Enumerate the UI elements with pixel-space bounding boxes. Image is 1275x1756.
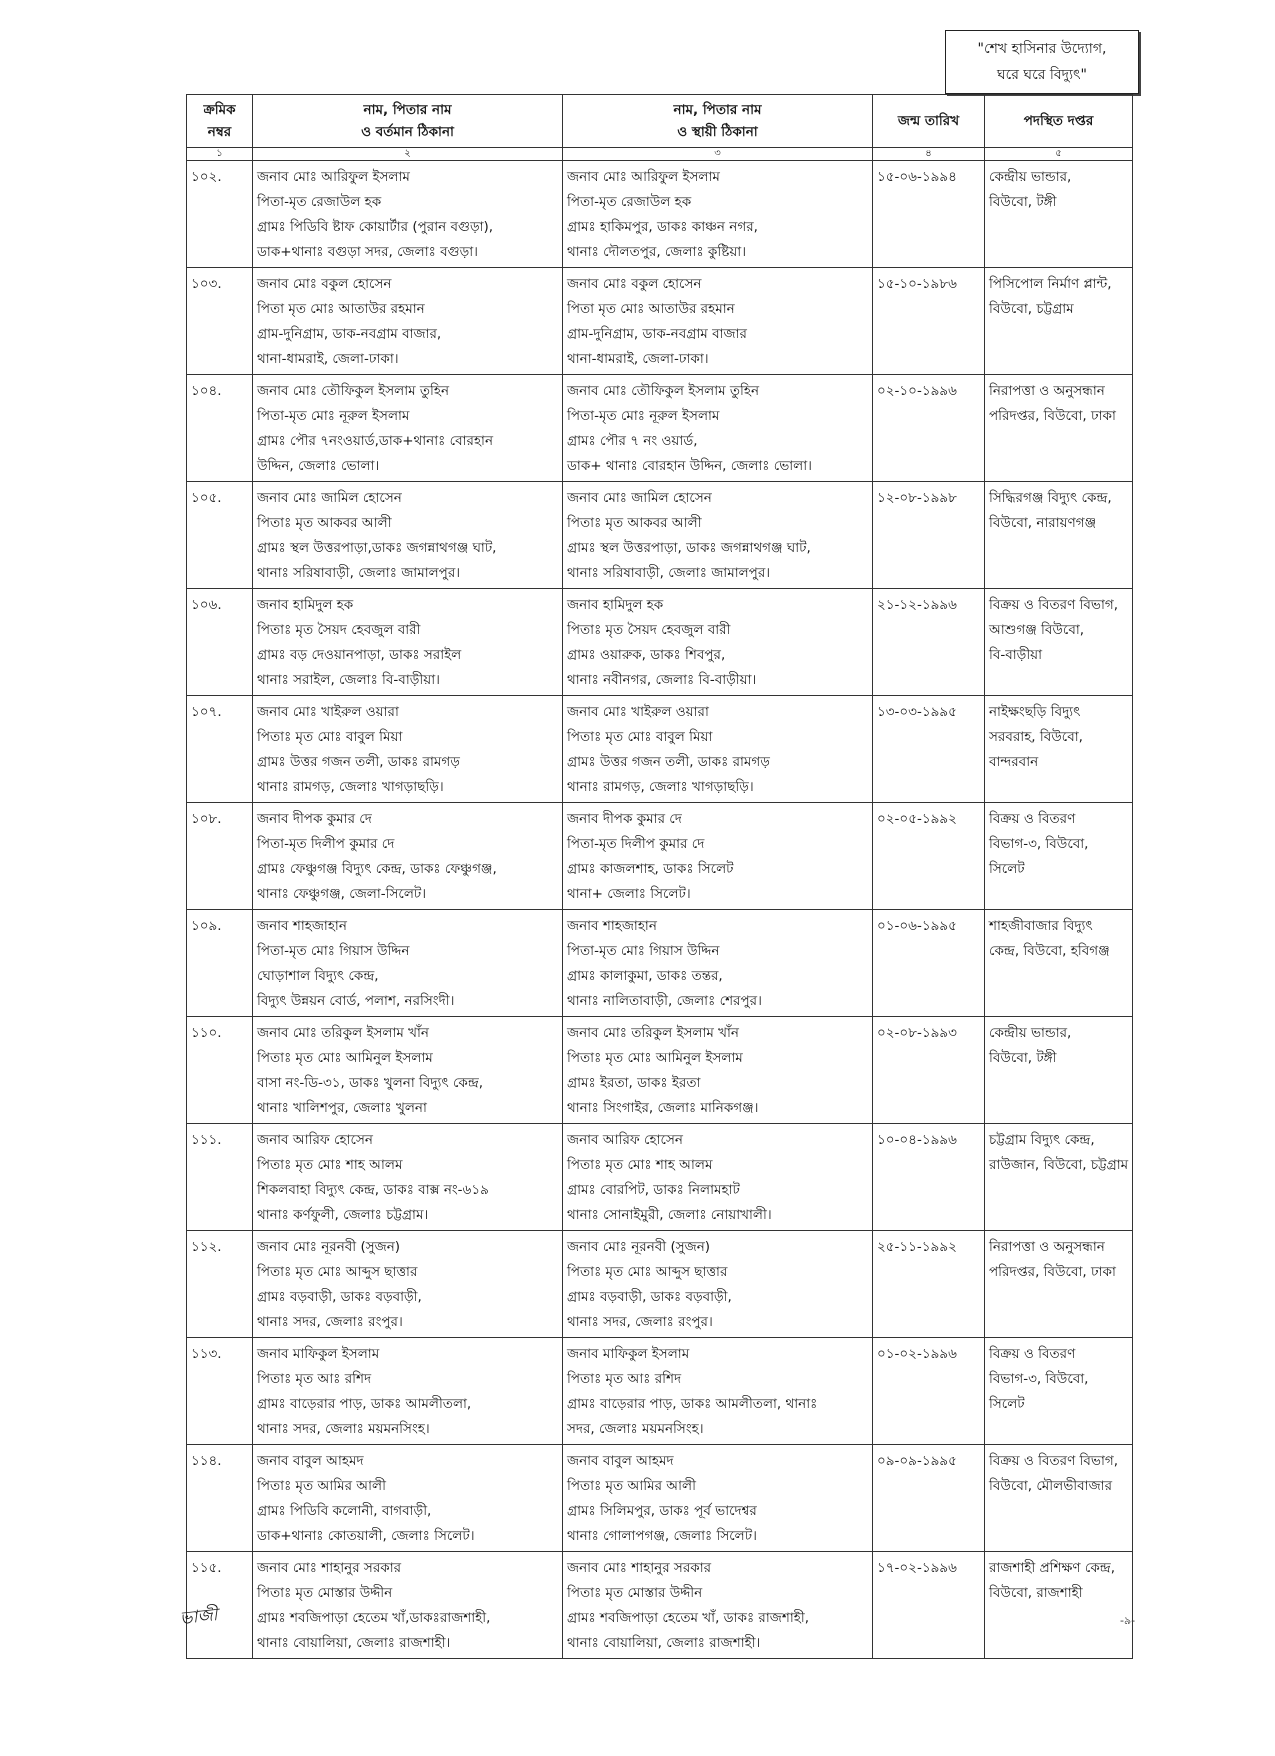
permanent-address-line: গ্রামঃ সিলিমপুর, ডাকঃ পূর্ব ভাদেশ্বর [567,1503,757,1519]
permanent-address-line: জনাব মোঃ নূরনবী (সুজন) [567,1239,711,1255]
present-address-line: জনাব মোঃ শাহানুর সরকার [257,1560,402,1576]
posted-office-line: কেন্দ্র, বিউবো, হবিগঞ্জ [989,943,1110,959]
permanent-address-cell [563,482,873,589]
present-address-line: পিতা-মৃত রেজাউল হক [257,194,382,210]
present-address-cell [253,1231,563,1338]
present-address-line: থানা-ধামরাই, জেলা-ঢাকা। [257,351,399,367]
present-address-line: বাসা নং-ডি-৩১, ডাকঃ খুলনা বিদ্যুৎ কেন্দ্র, [257,1075,484,1091]
present-address-line: গ্রামঃ উত্তর গজন তলী, ডাকঃ রামগড় [257,754,460,770]
present-address-cell [253,803,563,910]
posted-office-cell [985,1017,1133,1124]
posted-office-line: পিসিপোল নির্মাণ প্লান্ট, [989,276,1112,292]
column-number: ১ [187,148,253,161]
permanent-address-line: থানাঃ নবীনগর, জেলাঃ বি-বাড়ীয়া। [567,672,757,688]
present-address-line: পিতাঃ মৃত সৈয়দ হেবজুল বারী [257,622,421,638]
posted-office-cell [985,161,1133,268]
posted-office-line: সিলেট [989,861,1025,877]
present-address-line: ডাক+থানাঃ বগুড়া সদর, জেলাঃ বগুড়া। [257,244,478,260]
permanent-address-line: জনাব মোঃ আরিফুল ইসলাম [567,169,720,185]
present-address-line: গ্রামঃ পিডিবি কলোনী, বাগবাড়ী, [257,1503,432,1519]
permanent-address-line: পিতা মৃত মোঃ আতাউর রহমান [567,301,735,317]
posted-office-line: বিউবো, রাজশাহী [989,1585,1083,1601]
permanent-address-cell [563,375,873,482]
permanent-address-line: গ্রামঃ ইরতা, ডাকঃ ইরতা [567,1075,701,1091]
permanent-address-line: পিতাঃ মৃত মোঃ আব্দুস ছাত্তার [567,1264,728,1280]
present-address-cell [253,1017,563,1124]
posted-office-cell [985,589,1133,696]
present-address-line: থানাঃ ফেঞ্চুগঞ্জ, জেলা-সিলেট। [257,886,427,902]
posted-office-line: চট্টগ্রাম বিদ্যুৎ কেন্দ্র, [989,1132,1095,1148]
posted-office-cell [985,1445,1133,1552]
present-address-line: বিদ্যুৎ উন্নয়ন বোর্ড, পলাশ, নরসিংদী। [257,993,455,1009]
present-address-line: থানাঃ খালিশপুর, জেলাঃ খুলনা [257,1100,427,1116]
present-address-line: গ্রামঃ বড় দেওয়ানপাড়া, ডাকঃ সরাইল [257,647,462,663]
present-address-line: পিতা-মৃত দিলীপ কুমার দে [257,836,395,852]
permanent-address-line: থানা+ জেলাঃ সিলেট। [567,886,691,902]
date-of-birth-cell: ২৫-১১-১৯৯২ [873,1231,985,1338]
permanent-address-line: ডাক+ থানাঃ বোরহান উদ্দিন, জেলাঃ ভোলা। [567,458,812,474]
header-present-address: নাম, পিতার নাম ও বর্তমান ঠিকানা [253,95,563,148]
permanent-address-line: পিতাঃ মৃত আমির আলী [567,1478,696,1494]
present-address-line: গ্রাম-দুনিগ্রাম, ডাক-নবগ্রাম বাজার, [257,326,442,342]
present-address-line: পিতাঃ মৃত আকবর আলী [257,515,392,531]
permanent-address-line: জনাব মোঃ তৌফিকুল ইসলাম তুহিন [567,383,760,399]
signature: ভাজী [178,1605,219,1629]
permanent-address-line: পিতাঃ মৃত মোস্তার উদ্দীন [567,1585,703,1601]
permanent-address-line: জনাব দীপক কুমার দে [567,811,682,827]
present-address-line: থানাঃ কর্ণফুলী, জেলাঃ চট্টগ্রাম। [257,1207,429,1223]
present-address-line: থানাঃ সরাইল, জেলাঃ বি-বাড়ীয়া। [257,672,440,688]
table-row [187,696,1133,803]
column-number: ২ [253,148,563,161]
permanent-address-line: পিতাঃ মৃত আঃ রশিদ [567,1371,682,1387]
permanent-address-line: গ্রামঃ বোরপিট, ডাকঃ নিলামহাট [567,1182,740,1198]
serial-cell: ১০৮. [187,803,253,910]
posted-office-line: নিরাপত্তা ও অনুসন্ধান [989,383,1105,399]
present-address-line: গ্রামঃ বাড়েরার পাড়, ডাকঃ আমলীতলা, [257,1396,472,1412]
present-address-line: জনাব মোঃ তৌফিকুল ইসলাম তুহিন [257,383,450,399]
present-address-line: জনাব মোঃ নূরনবী (সুজন) [257,1239,401,1255]
serial-cell: ১০৩. [187,268,253,375]
present-address-line: পিতাঃ মৃত মোস্তার উদ্দীন [257,1585,393,1601]
present-address-cell [253,1445,563,1552]
present-address-line: গ্রামঃ বড়বাড়ী, ডাকঃ বড়বাড়ী, [257,1289,422,1305]
date-of-birth-cell: ১০-০৪-১৯৯৬ [873,1124,985,1231]
permanent-address-cell [563,1017,873,1124]
present-address-line: ঘোড়াশাল বিদ্যুৎ কেন্দ্র, [257,968,379,984]
present-address-line: জনাব শাহজাহান [257,918,347,934]
present-address-line: থানাঃ সদর, জেলাঃ রংপুর। [257,1314,403,1330]
header-permanent-address: নাম, পিতার নাম ও স্থায়ী ঠিকানা [563,95,873,148]
permanent-address-line: জনাব শাহজাহান [567,918,657,934]
permanent-address-cell [563,268,873,375]
permanent-address-line: জনাব মোঃ জামিল হোসেন [567,490,712,506]
permanent-address-cell [563,1231,873,1338]
table-header-row [187,95,1133,148]
table-row [187,482,1133,589]
table-row [187,910,1133,1017]
table-row [187,1338,1133,1445]
present-address-cell [253,375,563,482]
present-address-line: উদ্দিন, জেলাঃ ভোলা। [257,458,380,474]
permanent-address-line: গ্রামঃ কাজলশাহ, ডাকঃ সিলেট [567,861,734,877]
table-row [187,1124,1133,1231]
table-row [187,1445,1133,1552]
permanent-address-line: পিতাঃ মৃত মোঃ শাহ আলম [567,1157,713,1173]
present-address-line: জনাব হামিদুল হক [257,597,354,613]
date-of-birth-cell: ১২-০৮-১৯৯৮ [873,482,985,589]
column-number: ৫ [985,148,1133,161]
permanent-address-line: জনাব মাফিকুল ইসলাম [567,1346,690,1362]
permanent-address-cell [563,696,873,803]
serial-cell: ১১২. [187,1231,253,1338]
permanent-address-line: পিতাঃ মৃত মোঃ বাবুল মিয়া [567,729,713,745]
present-address-line: গ্রামঃ ফেঞ্চুগঞ্জ বিদ্যুৎ কেন্দ্র, ডাকঃ ফেঞ্চুগঞ্জ, [257,861,497,877]
present-address-line: পিতাঃ মৃত মোঃ আমিনুল ইসলাম [257,1050,433,1066]
header-posted-office: পদস্থিত দপ্তর [985,95,1133,148]
permanent-address-line: গ্রামঃ শবজিপাড়া হেতেম খাঁ, ডাকঃ রাজশাহী, [567,1610,810,1626]
present-address-line: পিতাঃ মৃত মোঃ শাহ আলম [257,1157,403,1173]
serial-cell: ১১৪. [187,1445,253,1552]
column-number-row [187,148,1133,161]
present-address-line: পিতাঃ মৃত আঃ রশিদ [257,1371,372,1387]
present-address-line: পিতাঃ মৃত আমির আলী [257,1478,386,1494]
permanent-address-line: পিতা-মৃত দিলীপ কুমার দে [567,836,705,852]
present-address-cell [253,1552,563,1659]
permanent-address-cell [563,1338,873,1445]
date-of-birth-cell: ০১-০৬-১৯৯৫ [873,910,985,1017]
present-address-line: থানাঃ বোয়ালিয়া, জেলাঃ রাজশাহী। [257,1635,451,1651]
present-address-line: জনাব মোঃ আরিফুল ইসলাম [257,169,410,185]
permanent-address-cell [563,589,873,696]
date-of-birth-cell: ১৫-০৬-১৯৯৪ [873,161,985,268]
date-of-birth-cell: ২১-১২-১৯৯৬ [873,589,985,696]
date-of-birth-cell: ১৭-০২-১৯৯৬ [873,1552,985,1659]
permanent-address-line: পিতা-মৃত মোঃ নূরুল ইসলাম [567,408,720,424]
permanent-address-cell [563,161,873,268]
permanent-address-line: জনাব মোঃ তরিকুল ইসলাম খাঁন [567,1025,739,1041]
permanent-address-line: থানাঃ বোয়ালিয়া, জেলাঃ রাজশাহী। [567,1635,761,1651]
present-address-cell [253,161,563,268]
column-number: ৪ [873,148,985,161]
serial-cell: ১১৩. [187,1338,253,1445]
posted-office-line: বান্দরবান [989,754,1039,770]
appointee-table [186,94,1136,1659]
permanent-address-line: সদর, জেলাঃ ময়মনসিংহ। [567,1421,704,1437]
posted-office-line: বিক্রয় ও বিতরণ [989,811,1076,827]
present-address-line: জনাব বাবুল আহমদ [257,1453,364,1469]
present-address-cell [253,910,563,1017]
permanent-address-line: জনাব হামিদুল হক [567,597,664,613]
present-address-line: পিতা-মৃত মোঃ গিয়াস উদ্দিন [257,943,410,959]
permanent-address-line: গ্রামঃ বাড়েরার পাড়, ডাকঃ আমলীতলা, থানাঃ [567,1396,818,1412]
present-address-line: পিতাঃ মৃত মোঃ বাবুল মিয়া [257,729,403,745]
serial-cell: ১০৫. [187,482,253,589]
present-address-cell [253,268,563,375]
present-address-line: থানাঃ রামগড়, জেলাঃ খাগড়াছড়ি। [257,779,444,795]
present-address-line: পিতাঃ মৃত মোঃ আব্দুস ছাত্তার [257,1264,418,1280]
permanent-address-line: গ্রাম-দুনিগ্রাম, ডাক-নবগ্রাম বাজার [567,326,747,342]
present-address-line: জনাব আরিফ হোসেন [257,1132,373,1148]
permanent-address-line: জনাব মোঃ শাহানুর সরকার [567,1560,712,1576]
posted-office-line: সিদ্ধিরগঞ্জ বিদ্যুৎ কেন্দ্র, [989,490,1112,506]
permanent-address-line: গ্রামঃ ওয়ারুক, ডাকঃ শিবপুর, [567,647,726,663]
permanent-address-line: থানাঃ সরিষাবাড়ী, জেলাঃ জামালপুর। [567,565,771,581]
serial-cell: ১০৬. [187,589,253,696]
permanent-address-line: গ্রামঃ বড়বাড়ী, ডাকঃ বড়বাড়ী, [567,1289,732,1305]
date-of-birth-cell: ০২-০৮-১৯৯৩ [873,1017,985,1124]
present-address-line: জনাব মোঃ বকুল হোসেন [257,276,392,292]
present-address-cell [253,696,563,803]
posted-office-line: কেন্দ্রীয় ভান্ডার, [989,1025,1072,1041]
permanent-address-line: থানা-ধামরাই, জেলা-ঢাকা। [567,351,709,367]
present-address-line: গ্রামঃ পিডিবি ষ্টাফ কোয়ার্টার (পুরান বগুড়া), [257,219,494,235]
permanent-address-line: পিতা-মৃত মোঃ গিয়াস উদ্দিন [567,943,720,959]
column-number: ৩ [563,148,873,161]
posted-office-line: বিউবো, টঙ্গী [989,194,1057,210]
table-body [187,161,1136,1659]
table-row [187,375,1133,482]
present-address-line: শিকলবাহা বিদ্যুৎ কেন্দ্র, ডাকঃ বাক্স নং-৬১৯ [257,1182,489,1198]
posted-office-line: পরিদপ্তর, বিউবো, ঢাকা [989,1264,1116,1280]
date-of-birth-cell: ০১-০২-১৯৯৬ [873,1338,985,1445]
permanent-address-line: থানাঃ দৌলতপুর, জেলাঃ কুষ্টিয়া। [567,244,747,260]
permanent-address-line: গ্রামঃ উত্তর গজন তলী, ডাকঃ রামগড় [567,754,770,770]
serial-cell: ১০২. [187,161,253,268]
posted-office-line: বিউবো, টঙ্গী [989,1050,1057,1066]
present-address-line: গ্রামঃ শবজিপাড়া হেতেম খাঁ,ডাকঃরাজশাহী, [257,1610,491,1626]
present-address-cell [253,482,563,589]
posted-office-line: শাহজীবাজার বিদ্যুৎ [989,918,1093,934]
permanent-address-line: জনাব আরিফ হোসেন [567,1132,683,1148]
posted-office-cell [985,1231,1133,1338]
permanent-address-cell [563,1124,873,1231]
permanent-address-line: পিতা-মৃত রেজাউল হক [567,194,692,210]
posted-office-line: বিউবো, নারায়ণগঞ্জ [989,515,1097,531]
slogan-box [945,30,1139,94]
slogan-line-2: ঘরে ঘরে বিদ্যুৎ" [997,67,1087,83]
posted-office-cell [985,1552,1136,1659]
posted-office-cell [985,803,1133,910]
serial-cell: ১০৭. [187,696,253,803]
table-row [187,589,1133,696]
posted-office-line: বিক্রয় ও বিতরণ বিভাগ, [989,597,1119,613]
posted-office-line: বিউবো, মৌলভীবাজার [989,1478,1112,1494]
present-address-line: জনাব মাফিকুল ইসলাম [257,1346,380,1362]
permanent-address-cell [563,1445,873,1552]
serial-cell: ১১১. [187,1124,253,1231]
date-of-birth-cell: ০৯-০৯-১৯৯৫ [873,1445,985,1552]
posted-office-line: রাউজান, বিউবো, চট্টগ্রাম [989,1157,1129,1173]
present-address-line: থানাঃ সদর, জেলাঃ ময়মনসিংহ। [257,1421,430,1437]
posted-office-line: বিক্রয় ও বিতরণ বিভাগ, [989,1453,1119,1469]
serial-cell: ১০৪. [187,375,253,482]
permanent-address-line: থানাঃ নালিতাবাড়ী, জেলাঃ শেরপুর। [567,993,762,1009]
date-of-birth-cell: ০২-১০-১৯৯৬ [873,375,985,482]
present-address-line: জনাব দীপক কুমার দে [257,811,372,827]
date-of-birth-cell: ০২-০৫-১৯৯২ [873,803,985,910]
posted-office-cell [985,1338,1133,1445]
table-row [187,1552,1133,1659]
present-address-line: ডাক+থানাঃ কোতয়ালী, জেলাঃ সিলেট। [257,1528,475,1544]
permanent-address-line: থানাঃ সোনাইমুরী, জেলাঃ নোয়াখালী। [567,1207,772,1223]
permanent-address-line: জনাব মোঃ খাইরুল ওয়ারা [567,704,709,720]
serial-cell: ১০৯. [187,910,253,1017]
permanent-address-line: গ্রামঃ কালাকুমা, ডাকঃ তন্তর, [567,968,723,984]
posted-office-line: পরিদপ্তর, বিউবো, ঢাকা [989,408,1116,424]
permanent-address-line: জনাব বাবুল আহমদ [567,1453,674,1469]
posted-office-line: নাইক্ষংছড়ি বিদ্যুৎ [989,704,1081,720]
permanent-address-line: গ্রামঃ হাকিমপুর, ডাকঃ কাঞ্চন নগর, [567,219,758,235]
present-address-line: থানাঃ সরিষাবাড়ী, জেলাঃ জামালপুর। [257,565,461,581]
slogan-line-1: "শেখ হাসিনার উদ্যোগ, [977,41,1107,57]
present-address-line: জনাব মোঃ তরিকুল ইসলাম খাঁন [257,1025,429,1041]
serial-cell: ১১৫. [187,1552,253,1659]
posted-office-line: বি-বাড়ীয়া [989,647,1043,663]
present-address-line: গ্রামঃ পৌর ৭নংওয়ার্ড,ডাক+থানাঃ বোরহান [257,433,494,449]
table-row [187,803,1133,910]
posted-office-line: রাজশাহী প্রশিক্ষণ কেন্দ্র, [989,1560,1116,1576]
present-address-cell [253,589,563,696]
permanent-address-line: থানাঃ গোলাপগঞ্জ, জেলাঃ সিলেট। [567,1528,757,1544]
present-address-line: জনাব মোঃ জামিল হোসেন [257,490,402,506]
posted-office-line: বিউবো, চট্টগ্রাম [989,301,1074,317]
posted-office-cell [985,1124,1133,1231]
posted-office-line: বিভাগ-৩, বিউবো, [989,1371,1089,1387]
date-of-birth-cell: ১৩-০৩-১৯৯৫ [873,696,985,803]
present-address-line: পিতা-মৃত মোঃ নূরুল ইসলাম [257,408,410,424]
permanent-address-cell [563,803,873,910]
table-row [187,1017,1133,1124]
permanent-address-line: গ্রামঃ স্থল উত্তরপাড়া, ডাকঃ জগন্নাথগঞ্জ ঘাট, [567,540,811,556]
posted-office-cell [985,696,1133,803]
posted-office-line: সিলেট [989,1396,1025,1412]
posted-office-cell [985,375,1133,482]
table-row [187,268,1133,375]
posted-office-line: আশুগঞ্জ বিউবো, [989,622,1085,638]
permanent-address-line: থানাঃ সদর, জেলাঃ রংপুর। [567,1314,713,1330]
header-serial: ক্রমিক নম্বর [187,95,253,148]
present-address-line: পিতা মৃত মোঃ আতাউর রহমান [257,301,425,317]
posted-office-cell [985,910,1133,1017]
permanent-address-line: পিতাঃ মৃত মোঃ আমিনুল ইসলাম [567,1050,743,1066]
permanent-address-line: পিতাঃ মৃত সৈয়দ হেবজুল বারী [567,622,731,638]
serial-cell: ১১০. [187,1017,253,1124]
posted-office-line: বিভাগ-৩, বিউবো, [989,836,1089,852]
posted-office-cell [985,268,1133,375]
header-date-of-birth: জন্ম তারিখ [873,95,985,148]
posted-office-line: কেন্দ্রীয় ভান্ডার, [989,169,1072,185]
date-of-birth-cell: ১৫-১০-১৯৮৬ [873,268,985,375]
posted-office-line: সরবরাহ, বিউবো, [989,729,1083,745]
present-address-cell [253,1338,563,1445]
permanent-address-line: গ্রামঃ পৌর ৭ নং ওয়ার্ড, [567,433,698,449]
posted-office-cell [985,482,1133,589]
posted-office-line: নিরাপত্তা ও অনুসন্ধান [989,1239,1105,1255]
permanent-address-cell [563,1552,873,1659]
permanent-address-line: থানাঃ রামগড়, জেলাঃ খাগড়াছড়ি। [567,779,754,795]
present-address-line: জনাব মোঃ খাইরুল ওয়ারা [257,704,399,720]
table-row [187,161,1133,268]
present-address-line: গ্রামঃ স্থল উত্তরপাড়া,ডাকঃ জগন্নাথগঞ্জ ঘাট, [257,540,497,556]
present-address-cell [253,1124,563,1231]
permanent-address-line: থানাঃ সিংগাইর, জেলাঃ মানিকগঞ্জ। [567,1100,759,1116]
permanent-address-line: জনাব মোঃ বকুল হোসেন [567,276,702,292]
table-row [187,1231,1133,1338]
posted-office-line: বিক্রয় ও বিতরণ [989,1346,1076,1362]
permanent-address-line: পিতাঃ মৃত আকবর আলী [567,515,702,531]
page-number: -৯- [1120,1614,1136,1627]
permanent-address-cell [563,910,873,1017]
